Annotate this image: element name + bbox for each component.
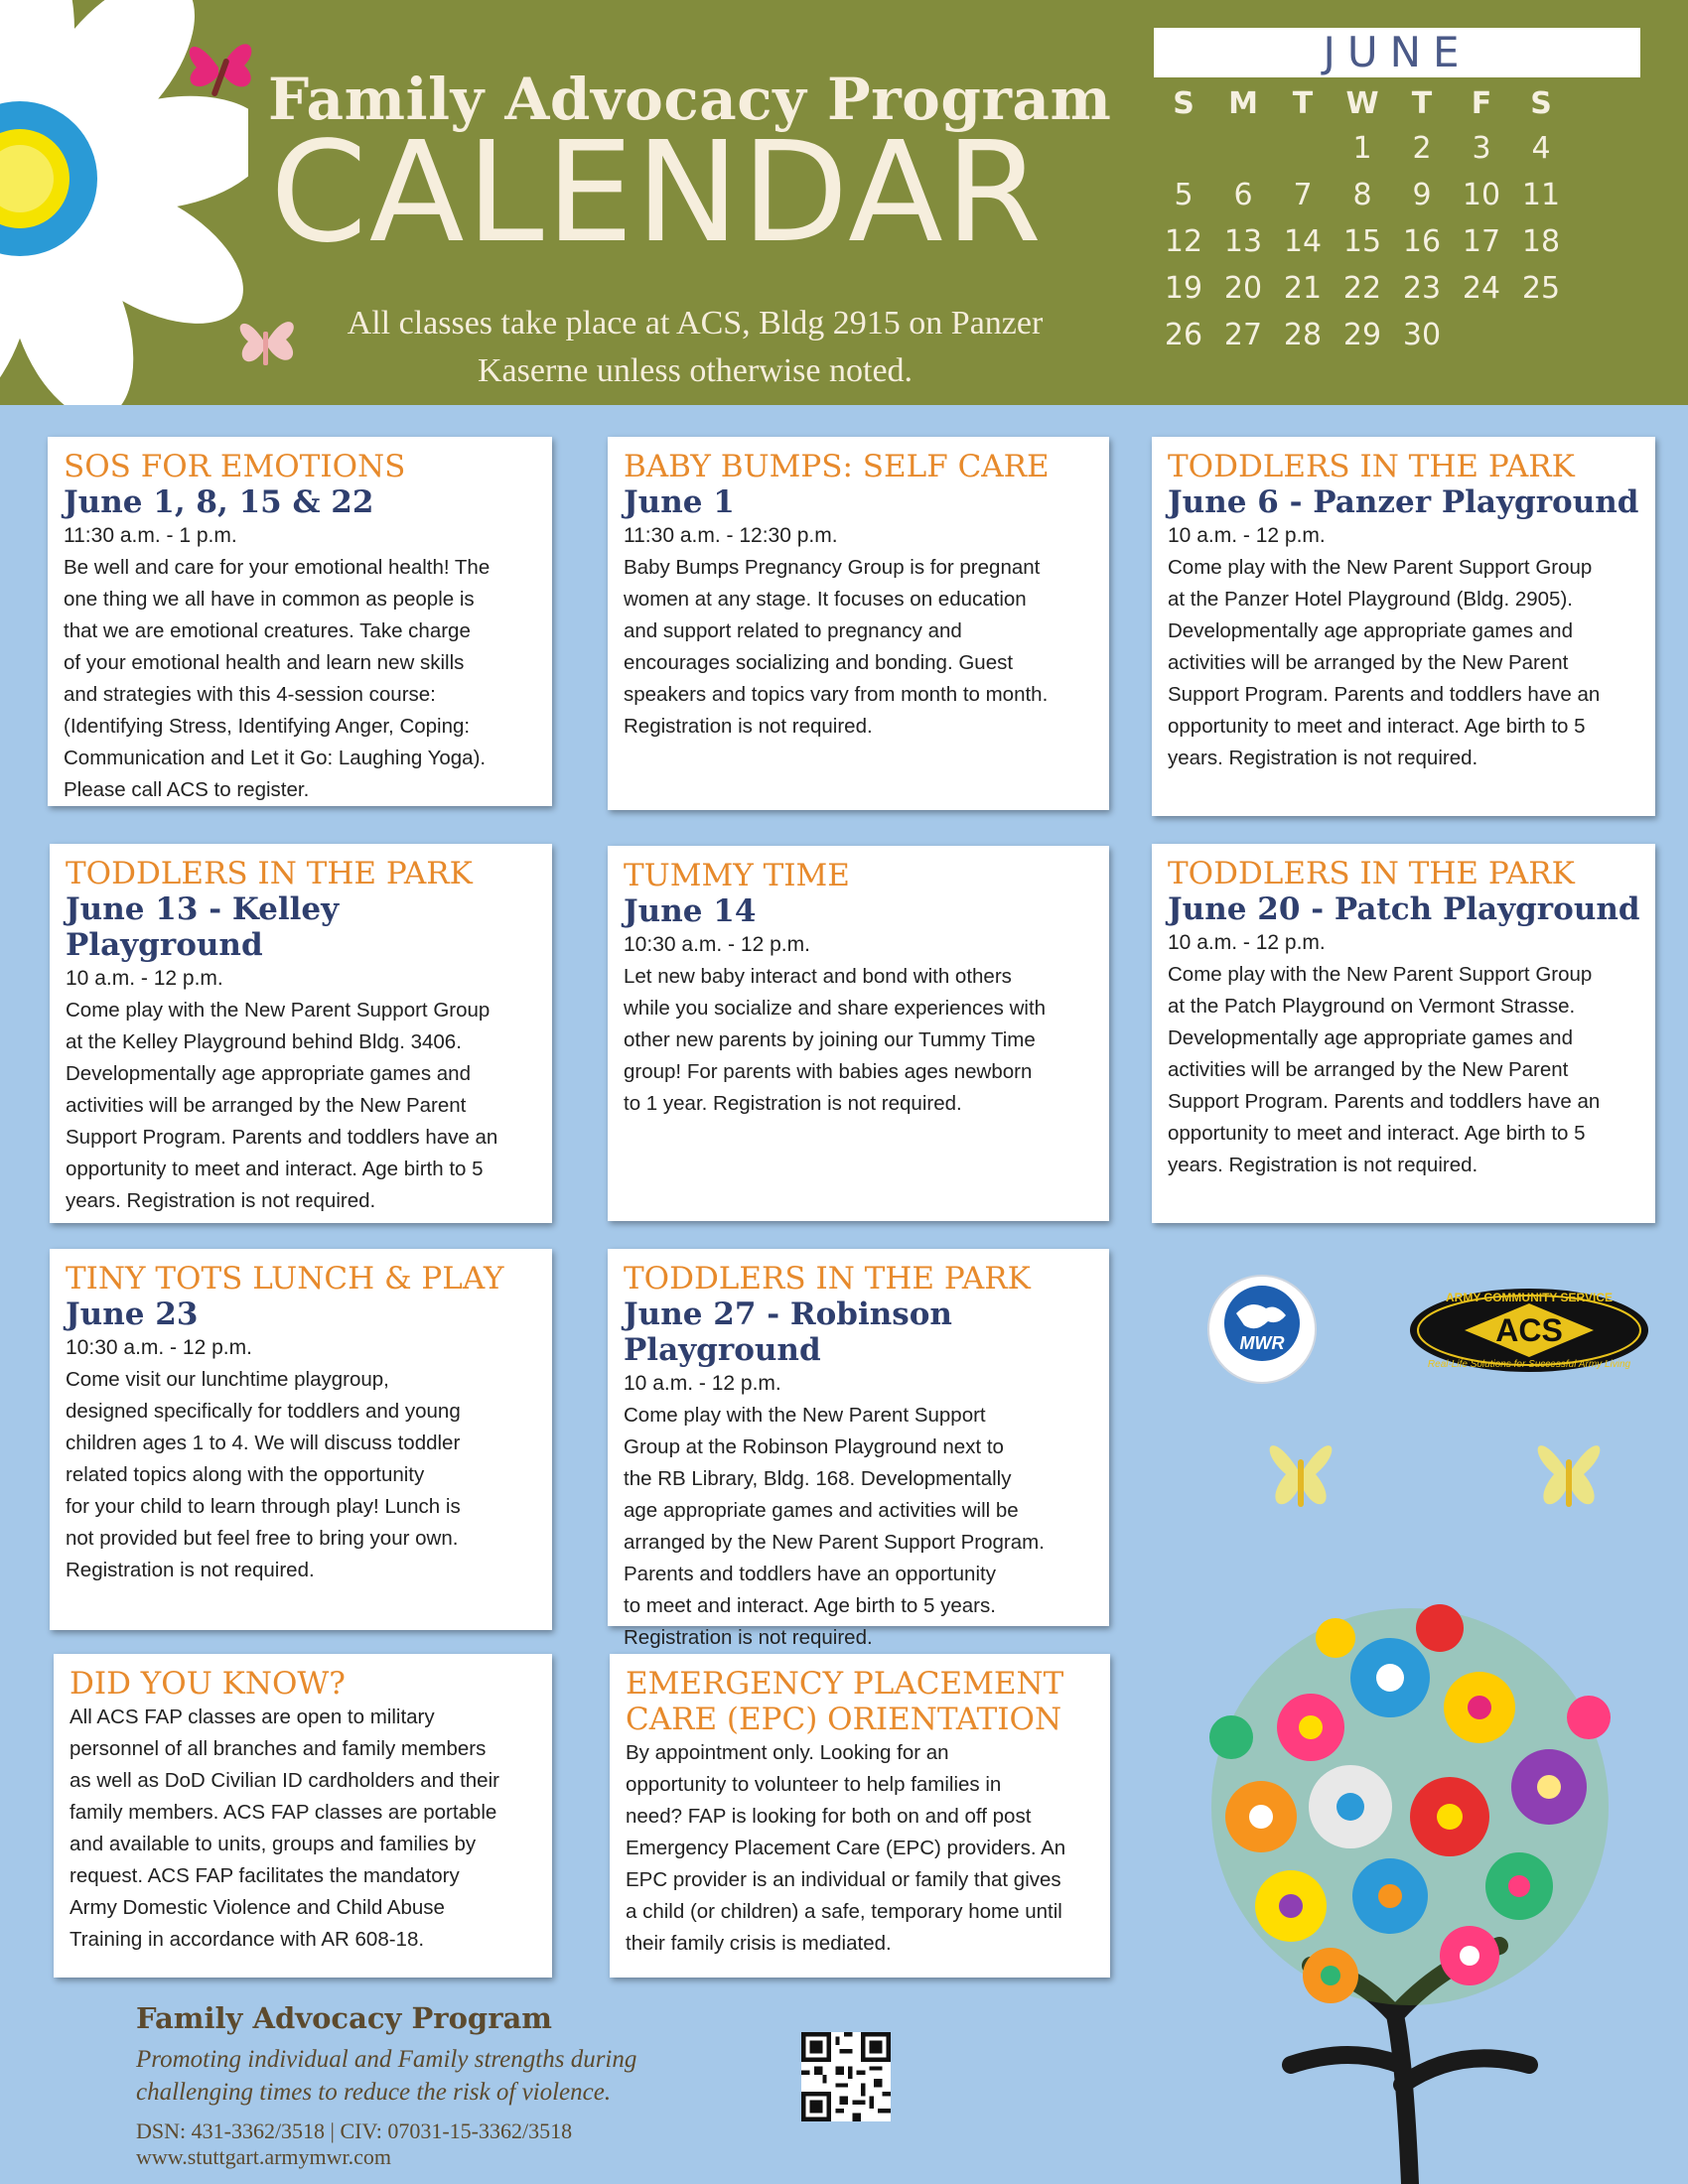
calendar-day: 10 bbox=[1462, 178, 1501, 212]
program-title: Family Advocacy Program bbox=[268, 66, 1112, 133]
calendar-day: 27 bbox=[1223, 318, 1263, 352]
event-title: TODDLERS IN THE PARK bbox=[66, 856, 473, 891]
calendar-day bbox=[1273, 125, 1333, 172]
butterfly-icon bbox=[175, 28, 264, 107]
info-description: All ACS FAP classes are open to military personnel of all branches and family members as well as DoD Civilian ID cardholders and their family members. ACS FAP classes are portable and available to units, groups and families by request. ACS FAP facilitates the mandatory Army Domestic Violence and Child Abuse Training in accordance with AR 608-18. bbox=[70, 1706, 499, 1951]
calendar-day: 13 bbox=[1223, 224, 1263, 259]
event-time: 10:30 a.m. - 12 p.m. bbox=[624, 933, 810, 956]
calendar-day bbox=[1154, 125, 1213, 172]
event-description: Come play with the New Parent Support Group at the Patch Playground on Vermont Strasse. Developmentally age appropriate games and activities will be arranged by the New Parent Support Program. Parents and toddlers have an opportunity to meet and interact. Age birth to 5 years. Registration is not required. bbox=[1168, 963, 1601, 1176]
calendar-day: 16 bbox=[1402, 224, 1442, 259]
event-title: TODDLERS IN THE PARK bbox=[624, 1261, 1031, 1297]
event-time: 10 a.m. - 12 p.m. bbox=[66, 967, 223, 990]
calendar-day: 3 bbox=[1472, 131, 1491, 166]
svg-text:Real-Life Solutions for Succes: Real-Life Solutions for Successful Army Living bbox=[1427, 1359, 1631, 1370]
footer-title: Family Advocacy Program bbox=[136, 2001, 552, 2035]
event-time: 11:30 a.m. - 12:30 p.m. bbox=[624, 524, 838, 547]
calendar-day bbox=[1452, 312, 1511, 358]
location-note: All classes take place at ACS, Bldg 2915 on Panzer Kaserne unless otherwise noted. bbox=[347, 305, 1044, 389]
calendar-day: 23 bbox=[1402, 271, 1442, 306]
calendar-day: 20 bbox=[1223, 271, 1263, 306]
calendar-day: 15 bbox=[1342, 224, 1382, 259]
calendar-day bbox=[1213, 125, 1273, 172]
event-card-epc-orientation bbox=[610, 1654, 1110, 1978]
event-title: TODDLERS IN THE PARK bbox=[1168, 856, 1575, 891]
event-time: 10 a.m. - 12 p.m. bbox=[1168, 524, 1326, 547]
event-title-line: CARE (EPC) ORIENTATION bbox=[626, 1702, 1062, 1737]
event-title: SOS FOR EMOTIONS bbox=[64, 449, 406, 484]
calendar-day: 26 bbox=[1164, 318, 1203, 352]
info-card-did-you-know bbox=[54, 1654, 552, 1978]
calendar-grid bbox=[1154, 83, 1571, 358]
calendar-day: 2 bbox=[1412, 131, 1432, 166]
event-card-baby-bumps bbox=[608, 437, 1109, 810]
weekday-label: F bbox=[1471, 86, 1492, 121]
calendar-day: 29 bbox=[1342, 318, 1382, 352]
calendar-day: 5 bbox=[1174, 178, 1194, 212]
svg-text:ARMY COMMUNITY SERVICE: ARMY COMMUNITY SERVICE bbox=[1445, 1291, 1614, 1304]
calendar-day: 17 bbox=[1462, 224, 1501, 259]
footer-tagline: Promoting individual and Family strengths during challenging times to reduce the risk of violence. bbox=[136, 2046, 637, 2106]
calendar-day: 12 bbox=[1164, 224, 1203, 259]
event-title: TUMMY TIME bbox=[624, 858, 850, 893]
event-description: Come play with the New Parent Support Group at the Kelley Playground behind Bldg. 3406. Developmentally age appropriate games and activities will be arranged by the New Parent Support Program. Parents and toddlers have an opportunity to meet and interact. Age birth to 5 years. Registration is not required. bbox=[66, 999, 498, 1212]
calendar-day: 11 bbox=[1521, 178, 1561, 212]
event-description: Come play with the New Parent Support Group at the Panzer Hotel Playground (Bldg. 2905). Developmentally age appropriate games and activities will be arranged by the New Parent Support Program. Parents and toddlers have an opportunity to meet and interact. Age birth to 5 years. Registration is not required. bbox=[1168, 556, 1601, 769]
weekday-label: T bbox=[1411, 86, 1433, 121]
event-description: Come visit our lunchtime playgroup, designed specifically for toddlers and young children ages 1 to 4. We will discuss toddler related topics along with the opportunity for your child to learn through play! Lunch is not provided but feel free to bring your own. Registration is not required. bbox=[66, 1368, 461, 1581]
calendar-title: CALENDAR bbox=[270, 112, 1045, 274]
event-title: BABY BUMPS: SELF CARE bbox=[624, 449, 1050, 484]
calendar-day bbox=[1511, 312, 1571, 358]
calendar-day: 18 bbox=[1521, 224, 1561, 259]
calendar-day: 4 bbox=[1531, 131, 1551, 166]
calendar-day: 24 bbox=[1462, 271, 1501, 306]
calendar-day: 22 bbox=[1342, 271, 1382, 306]
calendar-day: 7 bbox=[1293, 178, 1313, 212]
weekday-label: W bbox=[1345, 86, 1379, 121]
qr-code-icon[interactable] bbox=[801, 2032, 891, 2121]
weekday-label: S bbox=[1173, 86, 1195, 121]
event-description: By appointment only. Looking for an opportunity to volunteer to help families in need? FAP is looking for both on and off post Emergency Placement Care (EPC) providers. An EPC provider is an individual or family that gives a child (or children) a safe, temporary home until their family crisis is mediated. bbox=[626, 1741, 1066, 1955]
mwr-logo bbox=[1206, 1274, 1318, 1385]
event-date: June 20 - Patch Playground bbox=[1168, 891, 1640, 927]
event-time: 10 a.m. - 12 p.m. bbox=[624, 1372, 781, 1395]
weekday-label: M bbox=[1228, 86, 1258, 121]
calendar-day: 8 bbox=[1352, 178, 1372, 212]
calendar-day: 1 bbox=[1352, 131, 1372, 166]
weekday-label: T bbox=[1292, 86, 1314, 121]
event-date: June 6 - Panzer Playground bbox=[1168, 484, 1639, 520]
acs-logo bbox=[1405, 1276, 1653, 1385]
event-title: TODDLERS IN THE PARK bbox=[1168, 449, 1575, 484]
svg-text:MWR: MWR bbox=[1239, 1333, 1285, 1353]
event-description: Let new baby interact and bond with others while you socialize and share experiences with other new parents by joining our Tummy Time group! For parents with babies ages newborn to 1 year. Registration is not required. bbox=[624, 965, 1047, 1115]
event-card-tummy-time bbox=[608, 846, 1109, 1221]
svg-text:ACS: ACS bbox=[1495, 1312, 1563, 1348]
calendar-day: 19 bbox=[1164, 271, 1203, 306]
website-link[interactable]: www.stuttgart.armymwr.com bbox=[136, 2144, 392, 2169]
calendar-day: 30 bbox=[1402, 318, 1442, 352]
footer-contact bbox=[136, 2118, 572, 2170]
event-description: Be well and care for your emotional health! The one thing we all have in common as people is that we are emotional creatures. Take charge of your emotional health and learn new skills and strategies with this 4-session course: (Identifying Stress, Identifying Anger, Coping: Communication and Let it Go: Laughing Yoga). Please call ACS to register. bbox=[64, 556, 491, 801]
event-date: June 14 bbox=[624, 893, 757, 929]
butterfly-icon bbox=[1524, 1420, 1614, 1529]
event-date: June 1, 8, 15 & 22 bbox=[64, 484, 374, 520]
phone-numbers: DSN: 431-3362/3518 | CIV: 07031-15-3362/3518 bbox=[136, 2118, 573, 2143]
event-date: June 13 - Kelley Playground bbox=[66, 891, 340, 963]
event-description: Come play with the New Parent Support Group at the Robinson Playground next to the RB Library, Bldg. 168. Developmentally age appropriate games and activities will be arranged by the New Parent Support Program. Parents and toddlers have an opportunity to meet and interact. Age birth to 5 years. Registration is not required. bbox=[624, 1404, 1045, 1649]
info-title: DID YOU KNOW? bbox=[70, 1666, 346, 1702]
event-date: June 23 bbox=[66, 1297, 199, 1332]
event-date: June 27 - Robinson Playground bbox=[624, 1297, 952, 1368]
event-title: TINY TOTS LUNCH & PLAY bbox=[66, 1261, 504, 1297]
calendar-day: 25 bbox=[1521, 271, 1561, 306]
header-banner bbox=[0, 0, 1688, 405]
event-date: June 1 bbox=[624, 484, 735, 520]
event-card-toddlers-robinson bbox=[608, 1249, 1109, 1649]
weekday-label: S bbox=[1530, 86, 1552, 121]
calendar-day: 14 bbox=[1283, 224, 1323, 259]
event-card-toddlers-patch bbox=[1152, 844, 1655, 1223]
flower-tree-illustration bbox=[1142, 1549, 1678, 2184]
event-card-sos-for-emotions bbox=[48, 437, 552, 806]
butterfly-icon bbox=[226, 302, 306, 381]
event-time: 10:30 a.m. - 12 p.m. bbox=[66, 1336, 252, 1359]
event-description: Baby Bumps Pregnancy Group is for pregnant women at any stage. It focuses on education and support related to pregnancy and encourages socializing and bonding. Guest speakers and topics vary from month to month. Registration is not required. bbox=[624, 556, 1049, 738]
event-time: 10 a.m. - 12 p.m. bbox=[1168, 931, 1326, 954]
calendar-day: 21 bbox=[1283, 271, 1323, 306]
event-title-line: EMERGENCY PLACEMENT bbox=[626, 1666, 1064, 1702]
calendar-month: JUNE bbox=[1154, 28, 1640, 77]
calendar-day: 9 bbox=[1412, 178, 1432, 212]
event-card-toddlers-panzer bbox=[1152, 437, 1655, 816]
butterfly-icon bbox=[1256, 1420, 1345, 1529]
event-card-toddlers-kelley bbox=[50, 844, 552, 1223]
event-time: 11:30 a.m. - 1 p.m. bbox=[64, 524, 237, 547]
calendar-day: 6 bbox=[1233, 178, 1253, 212]
calendar-day: 28 bbox=[1283, 318, 1323, 352]
mini-calendar bbox=[1154, 28, 1640, 358]
event-card-tiny-tots bbox=[50, 1249, 552, 1630]
